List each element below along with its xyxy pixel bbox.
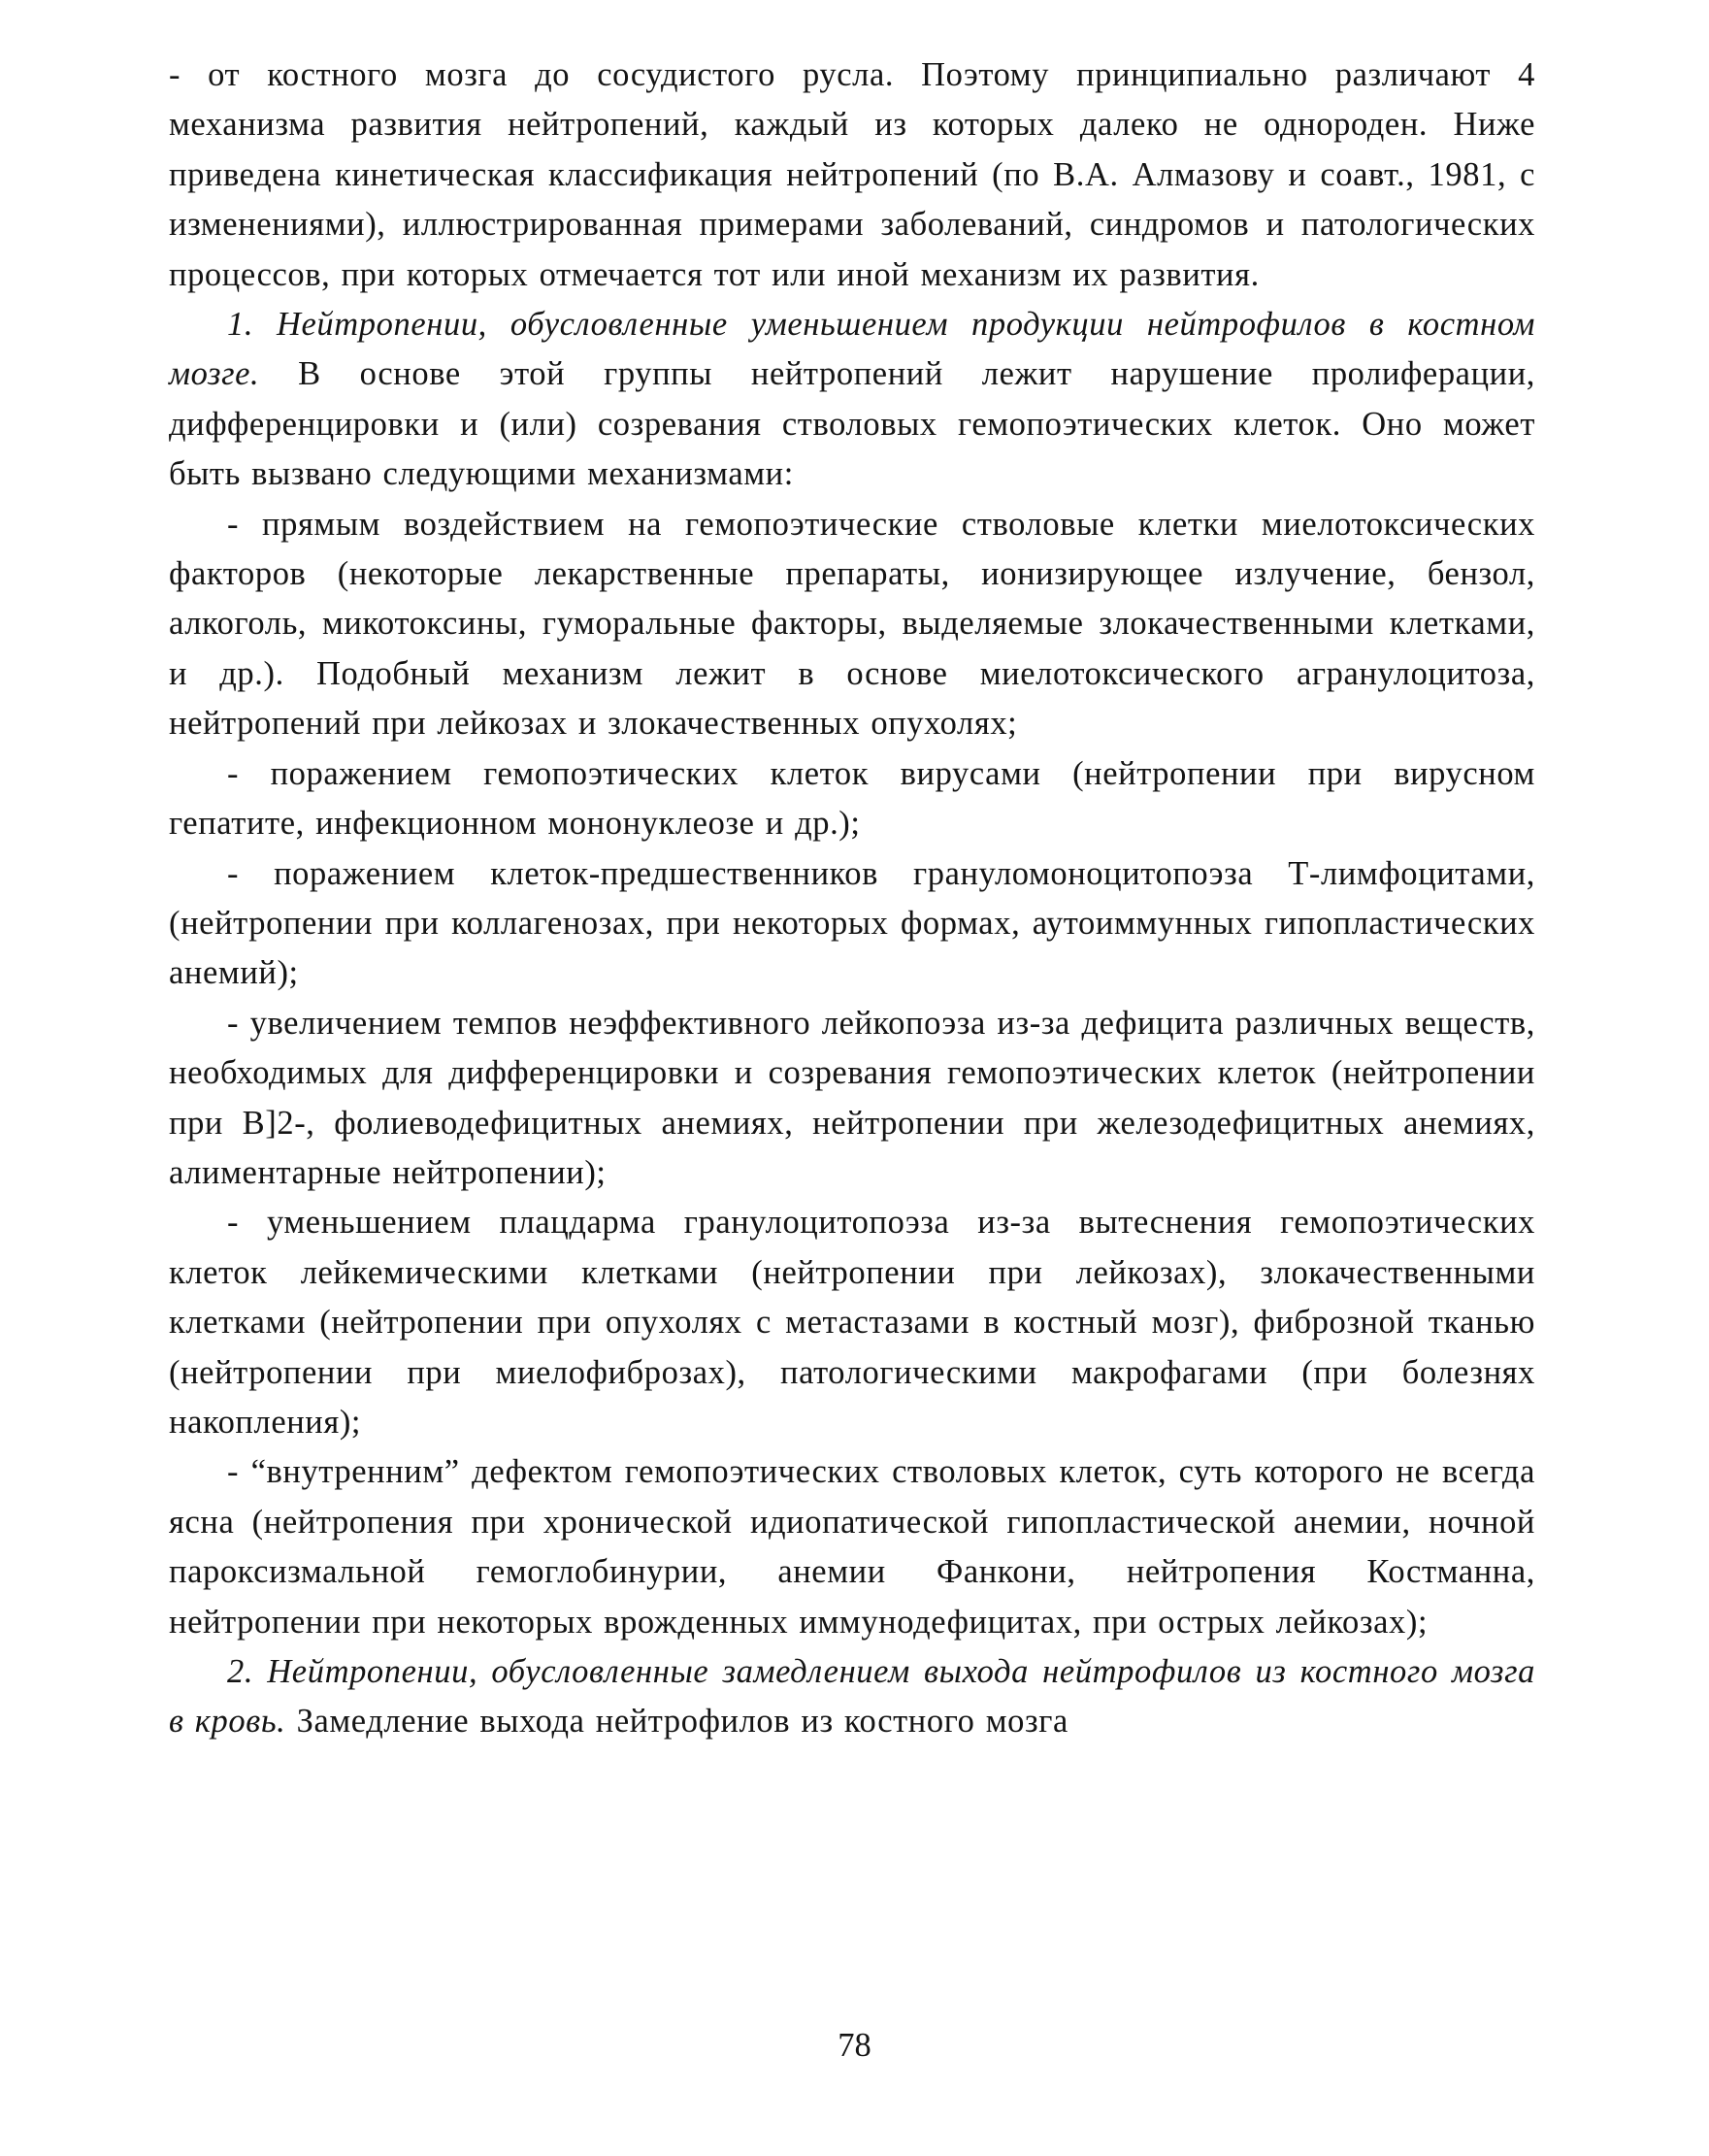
page-body: [169, 50, 1535, 1747]
paragraph-text: - прямым воздействием на гемопоэтические стволовые клетки миелотоксических факторов (некоторые лекарственные препараты, ионизирующее излучение, бензол, алкоголь, микотоксины, гуморальные факторы, выделяемые злокачественными клетками, и др.). Подобный механизм лежит в основе миелотоксического агранулоцитоза, нейтропений при лейкозах и злокачественных опухолях;: [169, 505, 1535, 743]
paragraph-text: - поражением гемопоэтических клеток вирусами (нейтропении при вирусном гепатите, инфекционном мононуклеозе и др.);: [169, 754, 1535, 843]
paragraph-section-2: [169, 1647, 1535, 1747]
paragraph-intro: [169, 50, 1535, 300]
paragraph-list-item-2: [169, 749, 1535, 849]
page-number: 78: [838, 2027, 871, 2064]
paragraph-list-item-5: [169, 1198, 1535, 1447]
paragraph-section-1: [169, 300, 1535, 500]
paragraph-text: - “внутренним” дефектом гемопоэтических стволовых клеток, суть которого не всегда ясна (нейтропения при хронической идиопатической гипопластической анемии, ночной пароксизмальной гемоглобинурии, анемии Фанкони, нейтропения Костманна, нейтропении при некоторых врожденных иммунодефицитах, при острых лейкозах);: [169, 1453, 1535, 1641]
paragraph-list-item-3: [169, 849, 1535, 999]
paragraph-list-item-6: [169, 1447, 1535, 1647]
paragraph-text: - от костного мозга до сосудистого русла. Поэтому принципиально различают 4 механизма развития нейтропений, каждый из которых далеко не однороден. Ниже приведена кинетическая классификация нейтропений (по В.А. Алмазову и соавт., 1981, с изменениями), иллюстрированная примерами заболеваний, синдромов и патологических процессов, при которых отмечается тот или иной механизм их развития.: [169, 56, 1535, 293]
paragraph-text: В основе этой группы нейтропений лежит нарушение пролиферации, дифференцировки и (или) созревания стволовых гемопоэтических клеток. Оно может быть вызвано следующими механизмами:: [169, 355, 1535, 493]
paragraph-list-item-1: [169, 500, 1535, 749]
paragraph-emphasis: 2. Нейтропении, обусловленные замедлением выхода нейтрофилов из костного мозга в кровь.: [169, 1653, 1535, 1741]
paragraph-text: - увеличением темпов неэффективного лейкопоэза из-за дефицита различных веществ, необходимых для дифференцировки и созревания гемопоэтических клеток (нейтропении при В]2-, фолиеводефицитных анемиях, нейтропении при железодефицитных анемиях, алиментарные нейтропении);: [169, 1004, 1535, 1191]
paragraph-text: Замедление выхода нейтрофилов из костного мозга: [285, 1703, 1068, 1741]
paragraph-list-item-4: [169, 999, 1535, 1199]
paragraph-emphasis: 1. Нейтропении, обусловленные уменьшением продукции нейтрофилов в костном мозге.: [169, 306, 1535, 393]
paragraph-text: - уменьшением плацдарма гранулоцитопоэза из-за вытеснения гемопоэтических клеток лейкемическими клетками (нейтропении при лейкозах), злокачественными клетками (нейтропении при опухолях с метастазами в костный мозг), фиброзной тканью (нейтропении при миелофиброзах), патологическими макрофагами (при болезнях накопления);: [169, 1204, 1535, 1441]
paragraph-text: - поражением клеток-предшественников грануломоноцитопоэза Т-лимфоцитами, (нейтропении при коллагенозах, при некоторых формах, аутоиммунных гипопластических анемий);: [169, 854, 1535, 992]
